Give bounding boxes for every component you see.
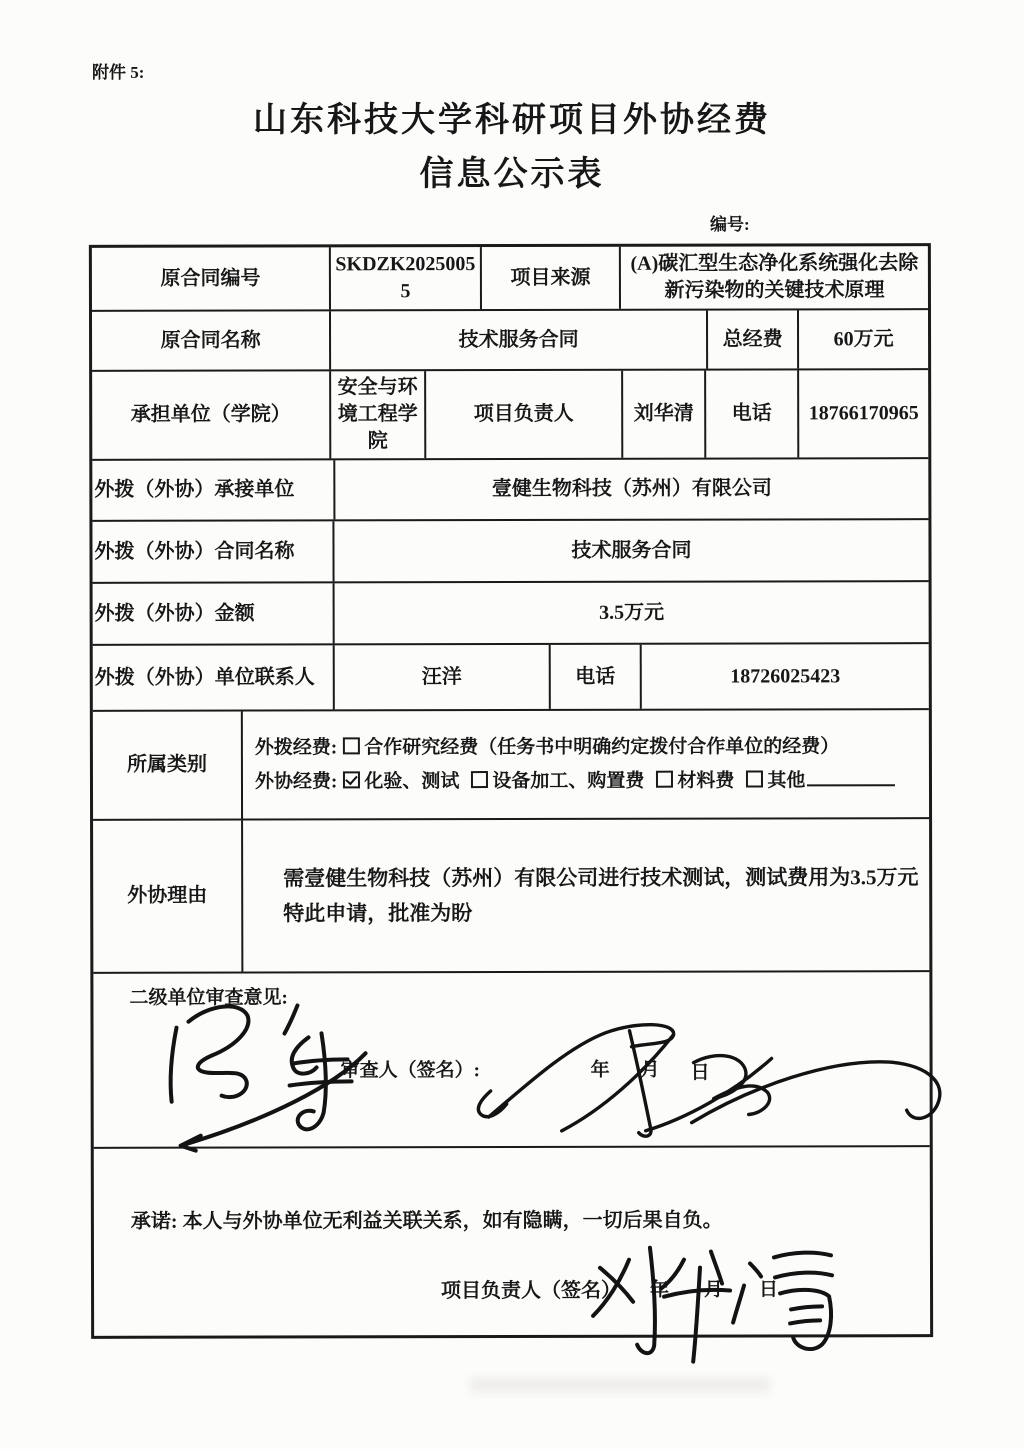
review-cell bbox=[93, 972, 929, 1147]
reviewer-signature bbox=[453, 1020, 953, 1136]
original-contract-name-label: 原合同名称 bbox=[160, 329, 261, 352]
category-line-waibo bbox=[247, 734, 849, 761]
waibo-prefix: 外拨经费: bbox=[254, 737, 338, 759]
table-row bbox=[93, 642, 929, 710]
table-row bbox=[94, 1145, 930, 1336]
checkbox-testing bbox=[343, 771, 360, 788]
project-source-label: 项目来源 bbox=[480, 247, 619, 309]
table-row bbox=[92, 308, 928, 370]
waixie-prefix: 外协经费: bbox=[254, 770, 338, 793]
pi-phone-value: 18766170965 bbox=[797, 370, 928, 457]
table-row bbox=[93, 817, 929, 972]
pi-signature bbox=[584, 1239, 884, 1368]
outsourcing-amount-label: 外拨（外协）金额 bbox=[94, 602, 255, 625]
original-contract-name-value: 技术服务合同 bbox=[329, 311, 706, 370]
document-number-label: 编号: bbox=[710, 215, 750, 234]
review-date-day: 日 bbox=[690, 1062, 710, 1084]
pi-phone-label: 电话 bbox=[704, 370, 797, 457]
commitment-date-month: 月 bbox=[704, 1279, 724, 1301]
form-title-line2: 信息公示表 bbox=[419, 156, 605, 193]
table-row bbox=[92, 368, 928, 459]
category-content bbox=[241, 710, 929, 818]
checkbox-materials-label: 材料费 bbox=[677, 770, 735, 792]
outsourcing-contact-name: 汪洋 bbox=[333, 645, 549, 709]
undertaking-unit-label: 承担单位（学院） bbox=[130, 403, 291, 426]
outsourcing-unit-label: 外拨（外协）承接单位 bbox=[94, 478, 295, 501]
category-label: 所属类别 bbox=[126, 753, 207, 776]
table-row bbox=[92, 518, 928, 582]
reason-line1: 需壹健生物科技（苏州）有限公司进行技术测试，测试费用为3.5万元 bbox=[283, 865, 919, 891]
reason-label: 外协理由 bbox=[127, 884, 208, 907]
outsourcing-unit-value: 壹健生物科技（苏州）有限公司 bbox=[333, 459, 928, 519]
other-blank-line bbox=[807, 769, 895, 786]
checkbox-other-label: 其他 bbox=[767, 769, 806, 791]
checkbox-cooperative-research bbox=[343, 737, 360, 754]
table-row bbox=[93, 970, 929, 1147]
outsourcing-phone-label: 电话 bbox=[549, 645, 640, 709]
form-table bbox=[89, 243, 933, 1339]
checkbox-other bbox=[746, 770, 763, 787]
review-date-year: 年 bbox=[590, 1059, 610, 1081]
outsourcing-contact-label: 外拨（外协）单位联系人 bbox=[94, 665, 315, 689]
project-source-value: (A)碳汇型生态净化系统强化去除新污染物的关键技术原理 bbox=[619, 246, 928, 309]
review-date-month: 月 bbox=[640, 1059, 660, 1081]
checkbox-equipment bbox=[471, 771, 488, 788]
checkbox-materials bbox=[656, 770, 673, 787]
original-contract-no-label: 原合同编号 bbox=[160, 267, 261, 290]
checkbox-cooperative-research-label: 合作研究经费（任务书中明确约定拨付合作单位的经费） bbox=[364, 736, 840, 759]
total-budget-value: 60万元 bbox=[797, 310, 928, 368]
commitment-date-year: 年 bbox=[650, 1279, 670, 1301]
total-budget-label: 总经费 bbox=[706, 310, 797, 368]
commitment-cell bbox=[94, 1147, 930, 1336]
review-opinion-signature bbox=[148, 995, 398, 1146]
checkbox-testing-label: 化验、测试 bbox=[364, 770, 460, 792]
table-row bbox=[92, 246, 928, 310]
reason-content bbox=[241, 819, 929, 971]
review-signer-label: 审查人（签名）: bbox=[340, 1060, 480, 1082]
original-contract-no-value: SKDZK20250055 bbox=[329, 247, 480, 309]
table-row bbox=[93, 580, 929, 644]
table-row bbox=[93, 708, 929, 819]
commitment-date-day: 日 bbox=[759, 1279, 779, 1301]
table-row bbox=[92, 457, 928, 520]
form-title-line1: 山东科技大学科研项目外协经费 bbox=[253, 102, 771, 139]
review-heading: 二级单位审查意见: bbox=[129, 987, 288, 1009]
outsourcing-amount-value: 3.5万元 bbox=[333, 582, 929, 643]
outsourcing-phone-value: 18726025423 bbox=[640, 644, 929, 709]
undertaking-unit-value: 安全与环境工程学院 bbox=[329, 371, 424, 458]
pi-name: 刘华清 bbox=[621, 371, 704, 458]
pi-label: 项目负责人 bbox=[424, 371, 621, 458]
attachment-label: 附件 5: bbox=[92, 63, 145, 82]
commitment-signer-label: 项目负责人（签名） bbox=[441, 1279, 622, 1303]
outsourcing-contract-name-label: 外拨（外协）合同名称 bbox=[94, 539, 295, 563]
category-line-waixie bbox=[247, 768, 905, 795]
commitment-statement: 承诺: 本人与外协单位无利益关联关系，如有隐瞒，一切后果自负。 bbox=[130, 1209, 723, 1233]
checkbox-equipment-label: 设备加工、购置费 bbox=[492, 770, 645, 792]
reason-line2: 特此申请，批准为盼 bbox=[283, 900, 473, 925]
outsourcing-contract-name-value: 技术服务合同 bbox=[332, 520, 928, 581]
